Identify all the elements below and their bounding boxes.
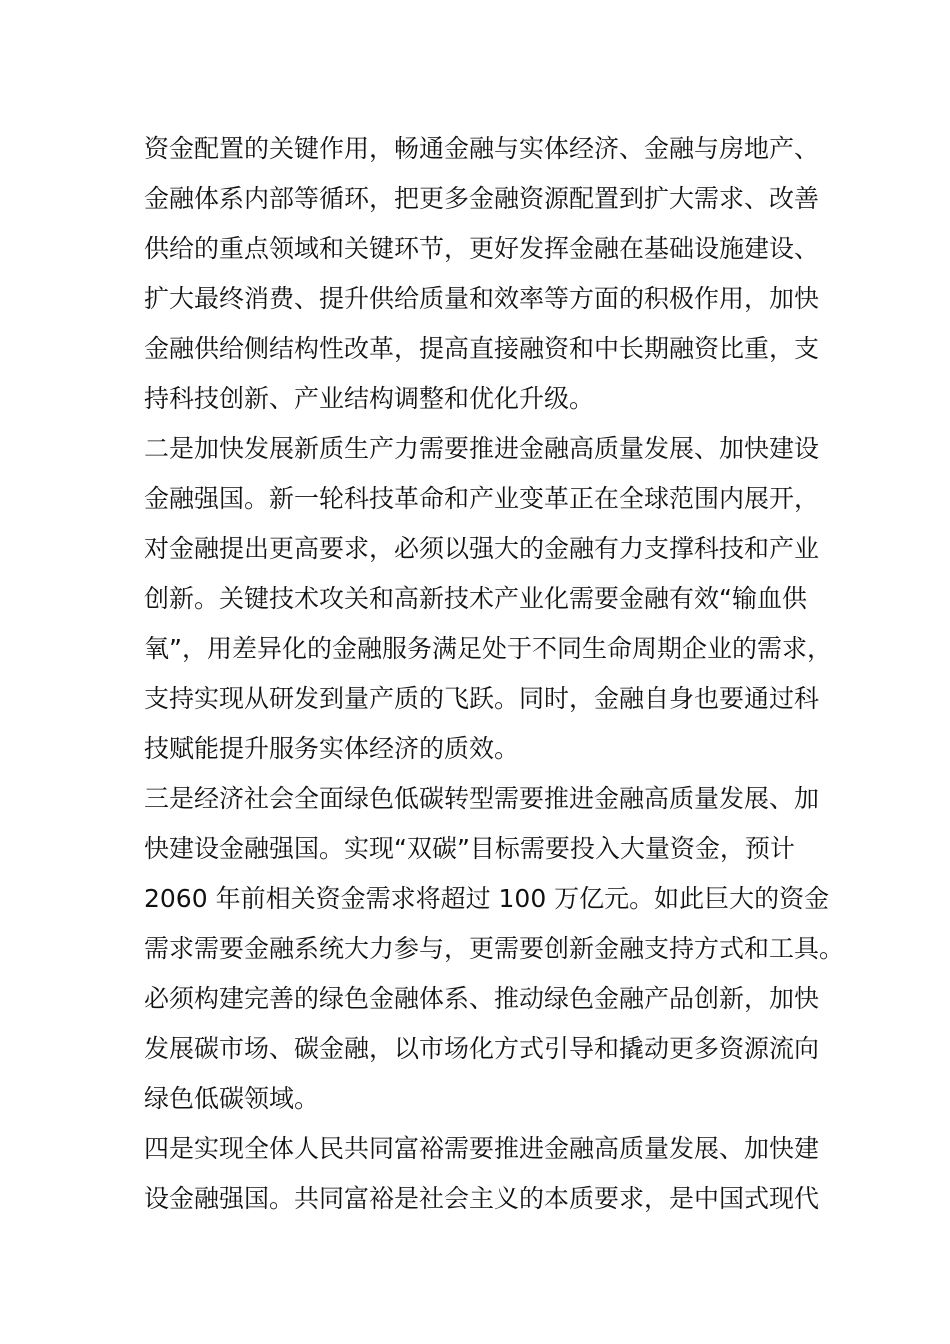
text-line: 供给的重点领域和关键环节，更好发挥金融在基础设施建设、 (144, 234, 820, 263)
text-line: 扩大最终消费、提升供给质量和效率等方面的积极作用，加快 (144, 284, 820, 313)
text-line: 发展碳市场、碳金融，以市场化方式引导和撬动更多资源流向 (144, 1034, 820, 1063)
paragraph-start-line: 四是实现全体人民共同富裕需要推进金融高质量发展、加快建 (144, 1134, 820, 1163)
text-line: 技赋能提升服务实体经济的质效。 (144, 734, 520, 763)
text-line: 创新。关键技术攻关和高新技术产业化需要金融有效“输血供 (144, 584, 807, 613)
text-line: 必须构建完善的绿色金融体系、推动绿色金融产品创新，加快 (144, 984, 820, 1013)
text-line: 持科技创新、产业结构调整和优化升级。 (144, 384, 595, 413)
text-line: 快建设金融强国。实现“双碳”目标需要投入大量资金，预计 (144, 834, 795, 863)
text-line: 需求需要金融系统大力参与，更需要创新金融支持方式和工具。 (144, 934, 845, 963)
paragraph-start-line: 二是加快发展新质生产力需要推进金融高质量发展、加快建设 (144, 434, 820, 463)
text-line: 金融供给侧结构性改革，提高直接融资和中长期融资比重，支 (144, 334, 820, 363)
text-line: 绿色低碳领域。 (144, 1084, 320, 1113)
text-line: 氧”，用差异化的金融服务满足处于不同生命周期企业的需求， (144, 634, 832, 663)
text-line: 资金配置的关键作用，畅通金融与实体经济、金融与房地产、 (144, 134, 820, 163)
text-line: 设金融强国。共同富裕是社会主义的本质要求，是中国式现代 (144, 1184, 820, 1213)
text-line: 对金融提出更高要求，必须以强大的金融有力支撑科技和产业 (144, 534, 820, 563)
text-line: 金融体系内部等循环，把更多金融资源配置到扩大需求、改善 (144, 184, 820, 213)
document-body (144, 124, 845, 1224)
text-line: 2060 年前相关资金需求将超过 100 万亿元。如此巨大的资金 (144, 884, 830, 913)
text-line: 金融强国。新一轮科技革命和产业变革正在全球范围内展开， (144, 484, 820, 513)
text-line: 支持实现从研发到量产质的飞跃。同时，金融自身也要通过科 (144, 684, 820, 713)
paragraph-start-line: 三是经济社会全面绿色低碳转型需要推进金融高质量发展、加 (144, 784, 820, 813)
